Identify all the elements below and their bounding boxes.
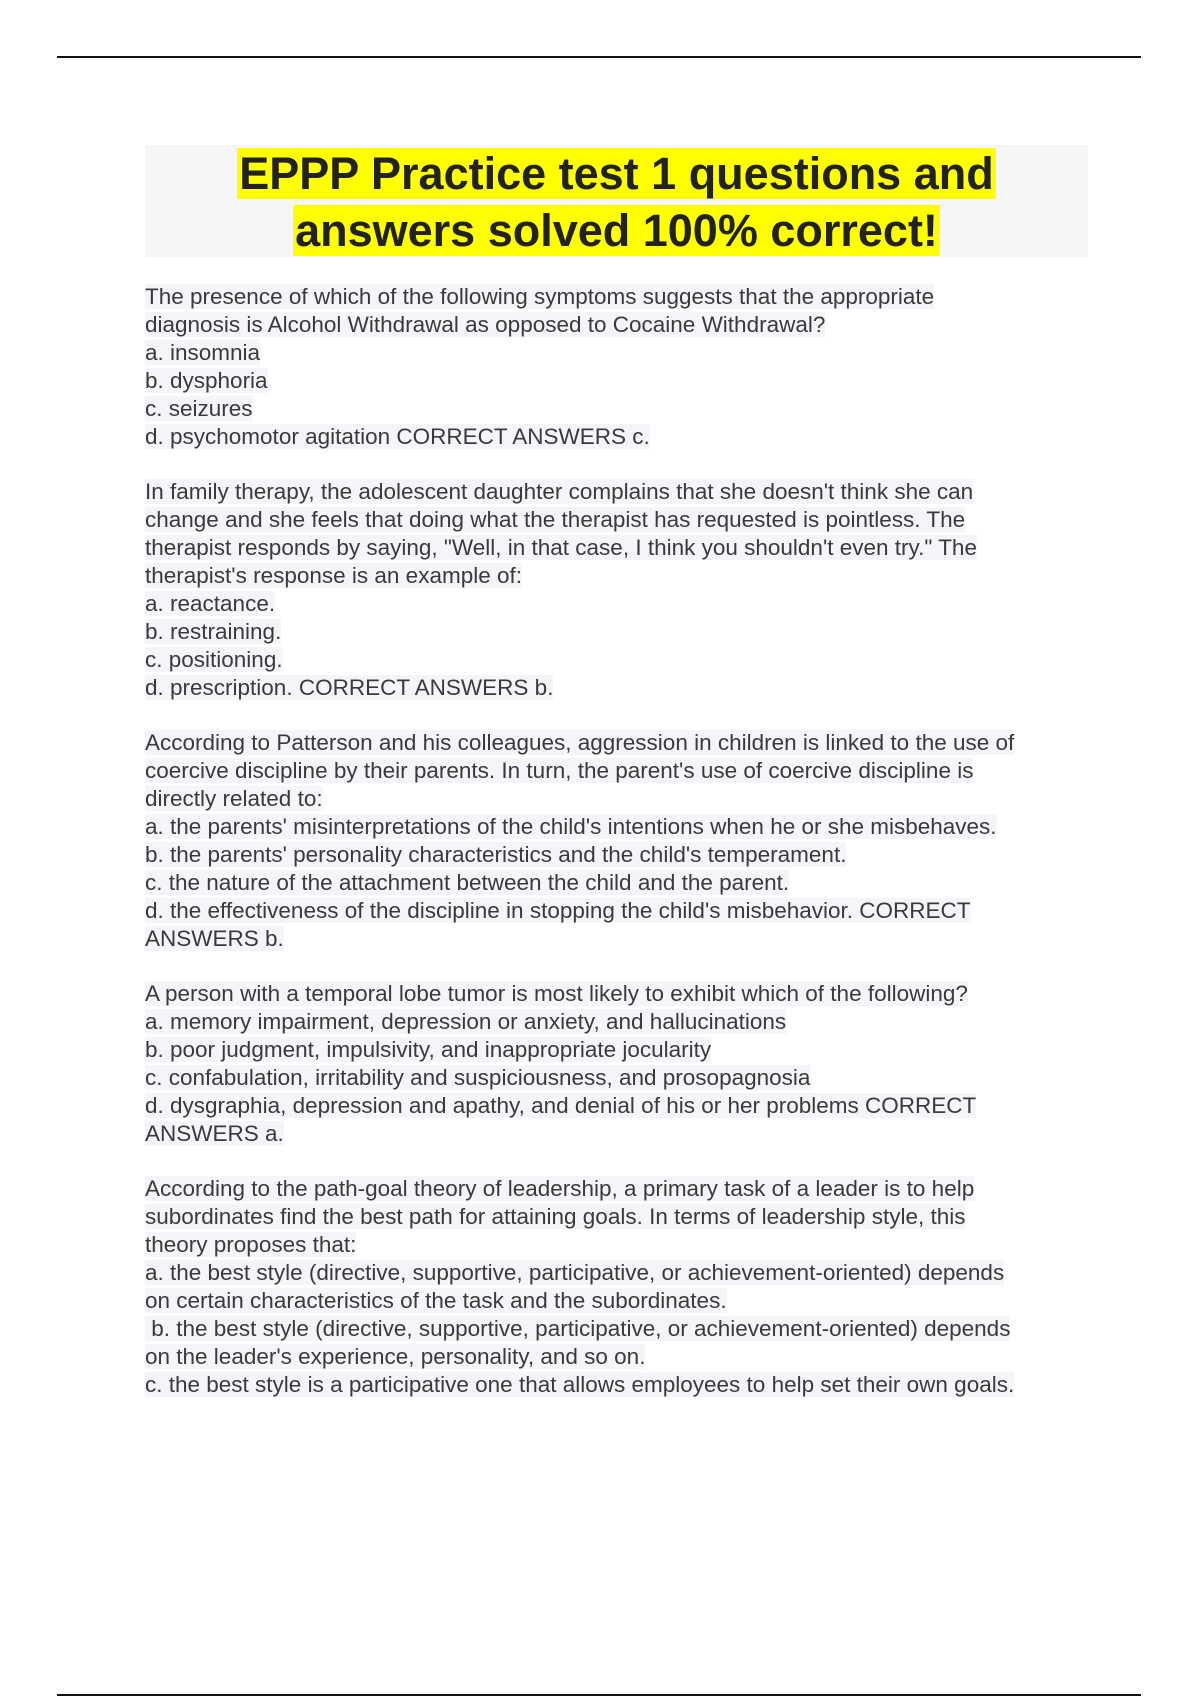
text-line: subordinates find the best path for attaining goals. In terms of leadership style, this — [145, 1204, 966, 1229]
bottom-rule — [57, 1694, 1141, 1696]
answer-option: ANSWERS b. — [145, 926, 284, 951]
answer-option: b. poor judgment, impulsivity, and inappropriate jocularity — [145, 1037, 712, 1062]
question-block-4 — [145, 980, 1095, 1148]
answer-option: d. dysgraphia, depression and apathy, and denial of his or her problems CORRECT — [145, 1093, 977, 1118]
answer-option: ANSWERS a. — [145, 1121, 284, 1146]
text-line: theory proposes that: — [145, 1232, 357, 1257]
text-line: According to Patterson and his colleagues, aggression in children is linked to the use of — [145, 730, 1015, 755]
text-line: In family therapy, the adolescent daughter complains that she doesn't think she can — [145, 479, 974, 504]
answer-option: a. the parents' misinterpretations of the child's intentions when he or she misbehaves. — [145, 814, 997, 839]
title-line: answers solved 100% correct! — [295, 205, 938, 256]
answer-option: b. the best style (directive, supportive, participative, or achievement-oriented) depends — [145, 1316, 1011, 1341]
question-block-1 — [145, 283, 1095, 451]
text-line: therapist responds by saying, "Well, in that case, I think you shouldn't even try." The — [145, 535, 977, 560]
answer-option: a. memory impairment, depression or anxiety, and hallucinations — [145, 1009, 787, 1034]
text-line: coercive discipline by their parents. In turn, the parent's use of coercive discipline is — [145, 758, 974, 783]
answer-option: c. confabulation, irritability and suspiciousness, and prosopagnosia — [145, 1065, 811, 1090]
answer-option: a. insomnia — [145, 340, 261, 365]
answer-option: b. the parents' personality characteristics and the child's temperament. — [145, 842, 847, 867]
title-line: EPPP Practice test 1 questions and — [239, 148, 994, 199]
answer-option: a. reactance. — [145, 591, 276, 616]
question-block-3 — [145, 729, 1095, 953]
text-line: The presence of which of the following symptoms suggests that the appropriate — [145, 284, 935, 309]
answer-option: b. restraining. — [145, 619, 282, 644]
answer-option: d. the effectiveness of the discipline in stopping the child's misbehavior. CORRECT — [145, 898, 971, 923]
top-rule — [57, 56, 1141, 58]
answer-option: on certain characteristics of the task and the subordinates. — [145, 1288, 727, 1313]
text-line: therapist's response is an example of: — [145, 563, 522, 588]
text-line: change and she feels that doing what the therapist has requested is pointless. The — [145, 507, 966, 532]
answer-option: on the leader's experience, personality, and so on. — [145, 1344, 646, 1369]
question-block-5 — [145, 1175, 1095, 1399]
answer-option: d. psychomotor agitation CORRECT ANSWERS c. — [145, 424, 650, 449]
answer-option: a. the best style (directive, supportive, participative, or achievement-oriented) depends — [145, 1260, 1005, 1285]
document-body — [145, 283, 1095, 1426]
answer-option: c. seizures — [145, 396, 253, 421]
question-block-2 — [145, 478, 1095, 702]
text-line: directly related to: — [145, 786, 323, 811]
answer-option: d. prescription. CORRECT ANSWERS b. — [145, 675, 554, 700]
document-title — [145, 145, 1088, 257]
text-line: A person with a temporal lobe tumor is most likely to exhibit which of the following? — [145, 981, 968, 1006]
text-line: According to the path-goal theory of leadership, a primary task of a leader is to help — [145, 1176, 975, 1201]
answer-option: c. positioning. — [145, 647, 283, 672]
answer-option: c. the nature of the attachment between the child and the parent. — [145, 870, 790, 895]
answer-option: c. the best style is a participative one that allows employees to help set their own goals. — [145, 1372, 1015, 1397]
answer-option: b. dysphoria — [145, 368, 268, 393]
text-line: diagnosis is Alcohol Withdrawal as opposed to Cocaine Withdrawal? — [145, 312, 826, 337]
